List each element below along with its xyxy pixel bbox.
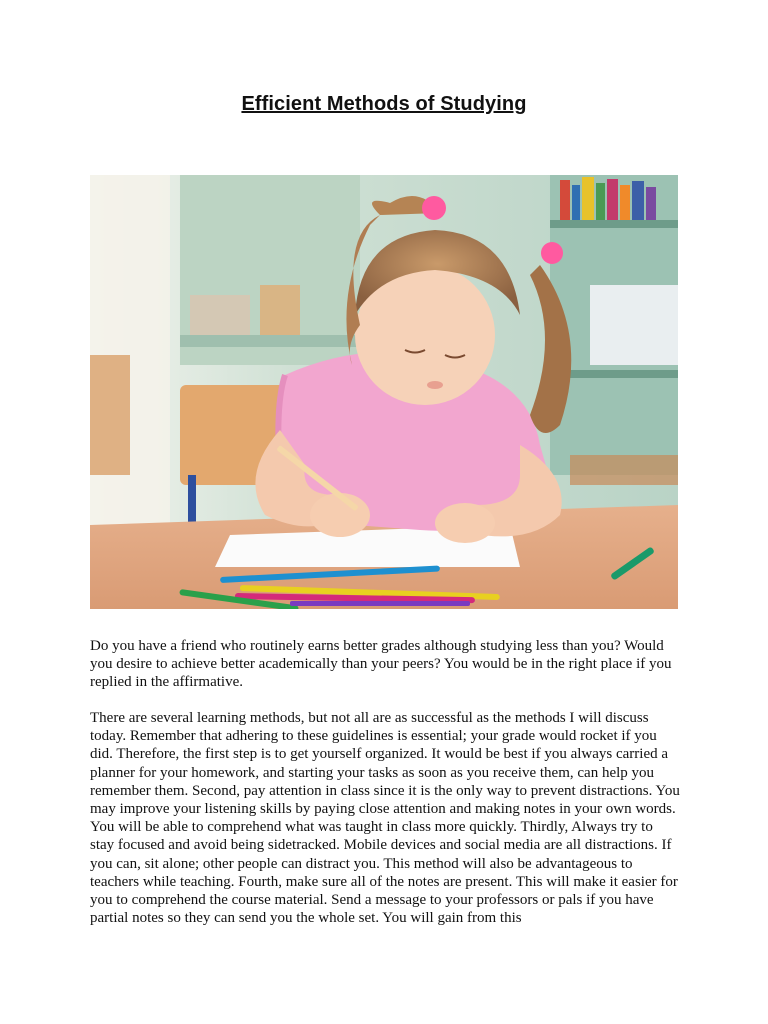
paragraph-intro: Do you have a friend who routinely earns better grades although studying less than you? Would you desire to achieve better academically than your peers? You would be in the right place if you replied in the affirmative. (90, 638, 672, 691)
document-title: Efficient Methods of Studying (241, 93, 527, 115)
girl-drawing-photo (90, 175, 678, 609)
paragraph-methods: There are several learning methods, but not all are as successful as the methods I will discuss today. Remember that adhering to these guidelines is essential; your grade would rocket if you did. Therefore, the first step is to get yourself organized. It would be best if you always carried a planner for your homework, and starting your tasks as soon as you receive them, can help you remember them. Second, pay attention in class since it is the only way to prevent distractions. You may improve your listening skills by paying close attention and making notes in your own words. You will be able to comprehend what was taught in class more quickly. Thirdly, Always try to stay focused and avoid being sidetracked. Mobile devices and social media are all distractions. If you can, sit alone; other people can distract you. This method will also be advantageous to teachers while teaching. Fourth, make sure all of the notes are present. This will make it easier for you to comprehend the course material. Send a message to your professors or pals if you have partial notes so they can send you the whole set. You will gain from this (90, 710, 680, 927)
